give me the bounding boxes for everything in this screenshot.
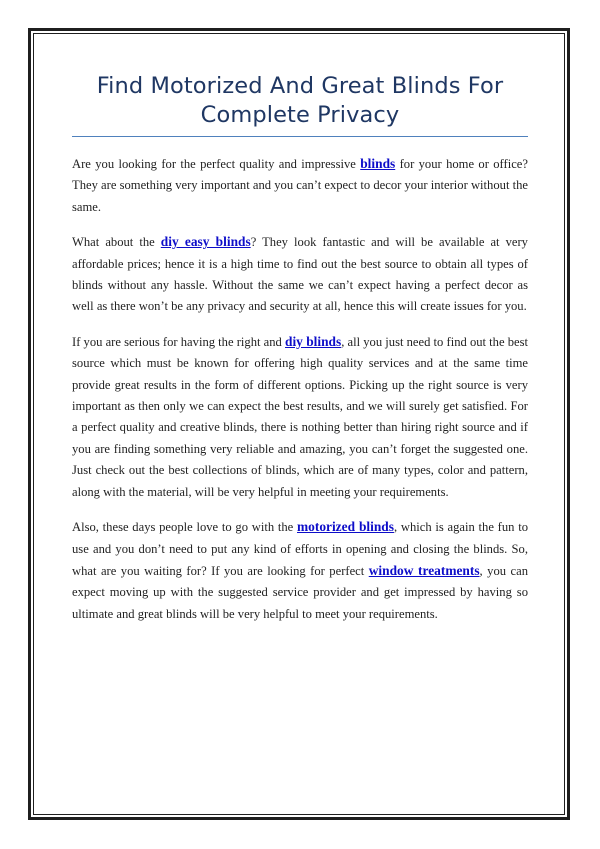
link-window-treatments[interactable]: window treatments [368,562,480,578]
article-text [72,153,528,625]
link-blinds[interactable]: blinds [360,156,396,171]
page-title: Find Motorized And Great Blinds For Complete Privacy [72,72,528,137]
paragraph-4 [72,516,528,625]
paragraph-text: , which is again the fun to use and you don’t need to put any kind of efforts in opening and closing the blinds. So, what are you waiting for? If you are looking for perfect [72,520,529,578]
paragraph-text: What about the [72,235,161,250]
document-body [72,72,528,638]
link-diy-blinds[interactable]: diy blinds [285,333,342,349]
paragraph-text: for your home or office? They are something very important and you can’t expect to decor your interior without the same. [72,157,528,214]
paragraph-text: ? They look fantastic and will be available at very affordable prices; hence it is a high time to find out the best source to obtain all types of blinds without any hassle. Without the same we can’t expect having a perfect decor as well as there won’t be any privacy and security at all, hence this will create issues for you. [72,235,528,314]
paragraph-text: Also, these days people love to go with the [72,520,298,535]
paragraph-text: Are you looking for the perfect quality and impressive [72,157,361,171]
paragraph-3 [72,331,528,503]
paragraph-text: If you are serious for having the right and [72,334,285,349]
link-diy-easy-blinds[interactable]: diy easy blinds [160,234,251,250]
paragraph-1 [72,153,528,218]
paragraph-text: , all you just need to find out the best source which must be known for offering high quality services and at the same time provide great results in the form of different options. Picking up the right source is very important as then only we can expect the best results, and we will surely get satisfied. For a perfect quality and creative blinds, there is nothing better than hiring right source and if you are finding something very reliable and amazing, you can’t forget the suggested one. Just check out the best collections of blinds, which are of many types, color and pattern, along with the material, will be very helpful in meeting your requirements. [72,334,529,499]
link-motorized-blinds[interactable]: motorized blinds [297,519,394,535]
paragraph-text: , you can expect moving up with the suggested service provider and get impressed by having so ultimate and great blinds will be very helpful to meet your requirements. [72,563,528,621]
paragraph-2 [72,231,528,318]
